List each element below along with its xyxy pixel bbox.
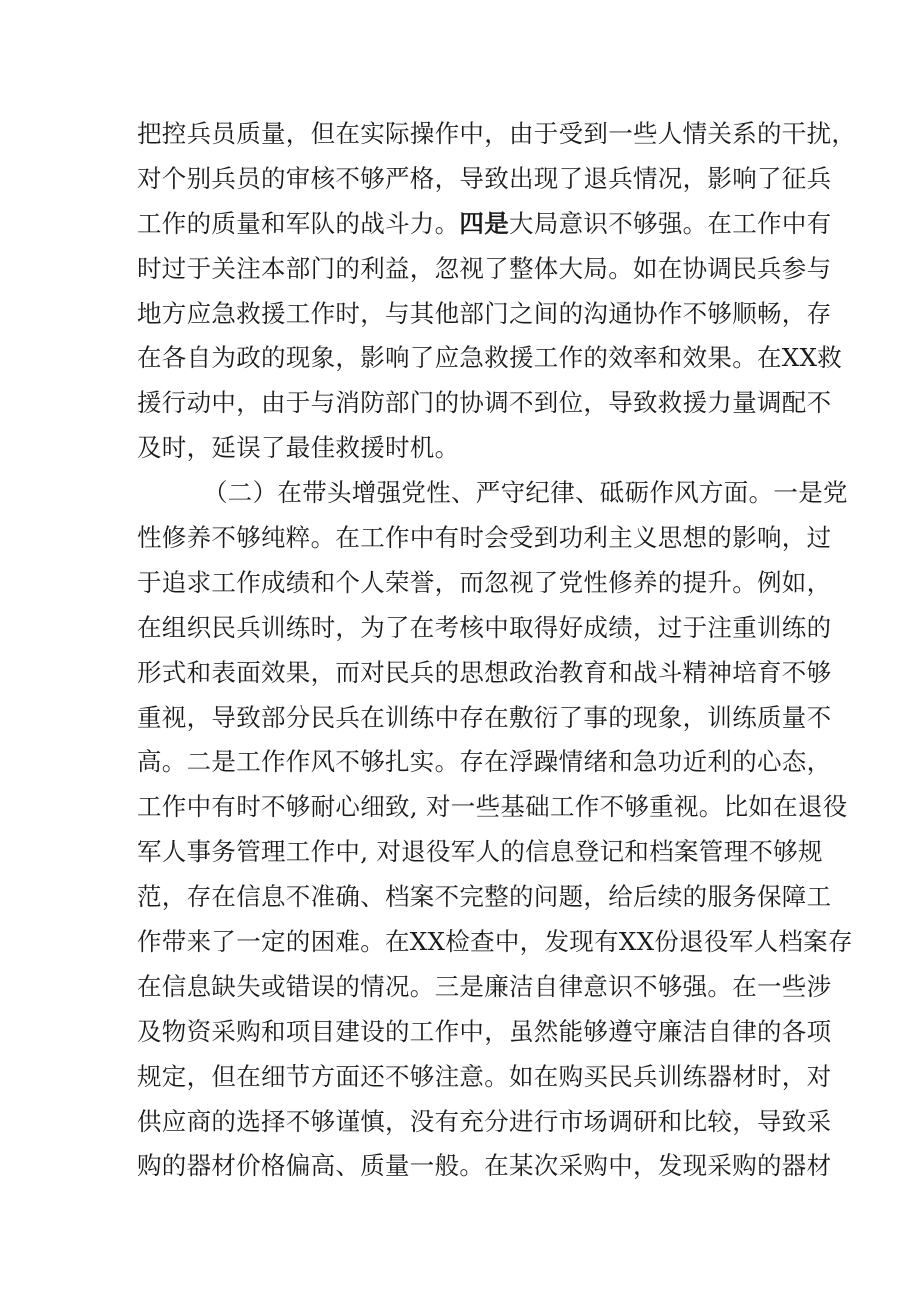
text-line: 时过于关注本部门的利益，忽视了整体大局。如在协调民兵参与 xyxy=(137,253,832,283)
text-line: 对个别兵员的审核不够严格，导致出现了退兵情况，影响了征兵 xyxy=(137,163,832,193)
text-line: 范，存在信息不准确、档案不完整的问题，给后续的服务保障工 xyxy=(137,882,832,912)
text-line: 及物资采购和项目建设的工作中，虽然能够遵守廉洁自律的各项 xyxy=(137,1016,832,1046)
text-line: 军人事务管理工作中, 对退役军人的信息登记和档案管理不够规 xyxy=(137,837,823,867)
text-line: 在信息缺失或错误的情况。三是廉洁自律意识不够强。在一些涉 xyxy=(137,971,832,1001)
text-line xyxy=(137,202,832,247)
text-line: 形式和表面效果，而对民兵的思想政治教育和战斗精神培育不够 xyxy=(137,657,832,687)
text-run: 大局意识不够强。在工作中有 xyxy=(509,208,832,238)
text-line: 及时，延误了最佳救援时机。 xyxy=(137,433,460,463)
text-line: 重视，导致部分民兵在训练中存在敷衍了事的现象，训练质量不 xyxy=(137,702,832,732)
text-line: 规定，但在细节方面还不够注意。如在购买民兵训练器材时，对 xyxy=(137,1061,832,1091)
text-line: 在各自为政的现象，影响了应急救援工作的效率和效果。在XX救 xyxy=(137,343,843,373)
text-line: 于追求工作成绩和个人荣誉，而忽视了党性修养的提升。例如， xyxy=(137,567,832,597)
text-line: 供应商的选择不够谨慎，没有充分进行市场调研和比较，导致采 xyxy=(137,1106,832,1136)
text-line: 作带来了一定的困难。在XX检查中，发现有XX份退役军人档案存 xyxy=(137,927,853,957)
text-line: 购的器材价格偏高、质量一般。在某次采购中，发现采购的器材 xyxy=(137,1151,832,1181)
text-line: 工作中有时不够耐心细致, 对一些基础工作不够重视。比如在退役 xyxy=(137,792,848,822)
body-text xyxy=(137,112,857,1189)
text-run: 工作的质量和军队的战斗力。 xyxy=(137,208,460,238)
text-line: 地方应急救援工作时，与其他部门之间的沟通协作不够顺畅，存 xyxy=(137,298,832,328)
text-line: 在组织民兵训练时，为了在考核中取得好成绩，过于注重训练的 xyxy=(137,612,832,642)
text-line: 高。二是工作作风不够扎实。存在浮躁情绪和急功近利的心态， xyxy=(137,747,832,777)
text-line: 性修养不够纯粹。在工作中有时会受到功利主义思想的影响，过 xyxy=(137,523,832,553)
bold-emphasis: 四是 xyxy=(459,208,510,238)
section-heading-line: （二）在带头增强党性、严守纪律、砥砺作风方面。一是党 xyxy=(203,478,848,508)
text-line: 把控兵员质量，但在实际操作中，由于受到一些人情关系的干扰， xyxy=(137,119,857,148)
text-line: 援行动中，由于与消防部门的协调不到位，导致救援力量调配不 xyxy=(137,388,832,418)
